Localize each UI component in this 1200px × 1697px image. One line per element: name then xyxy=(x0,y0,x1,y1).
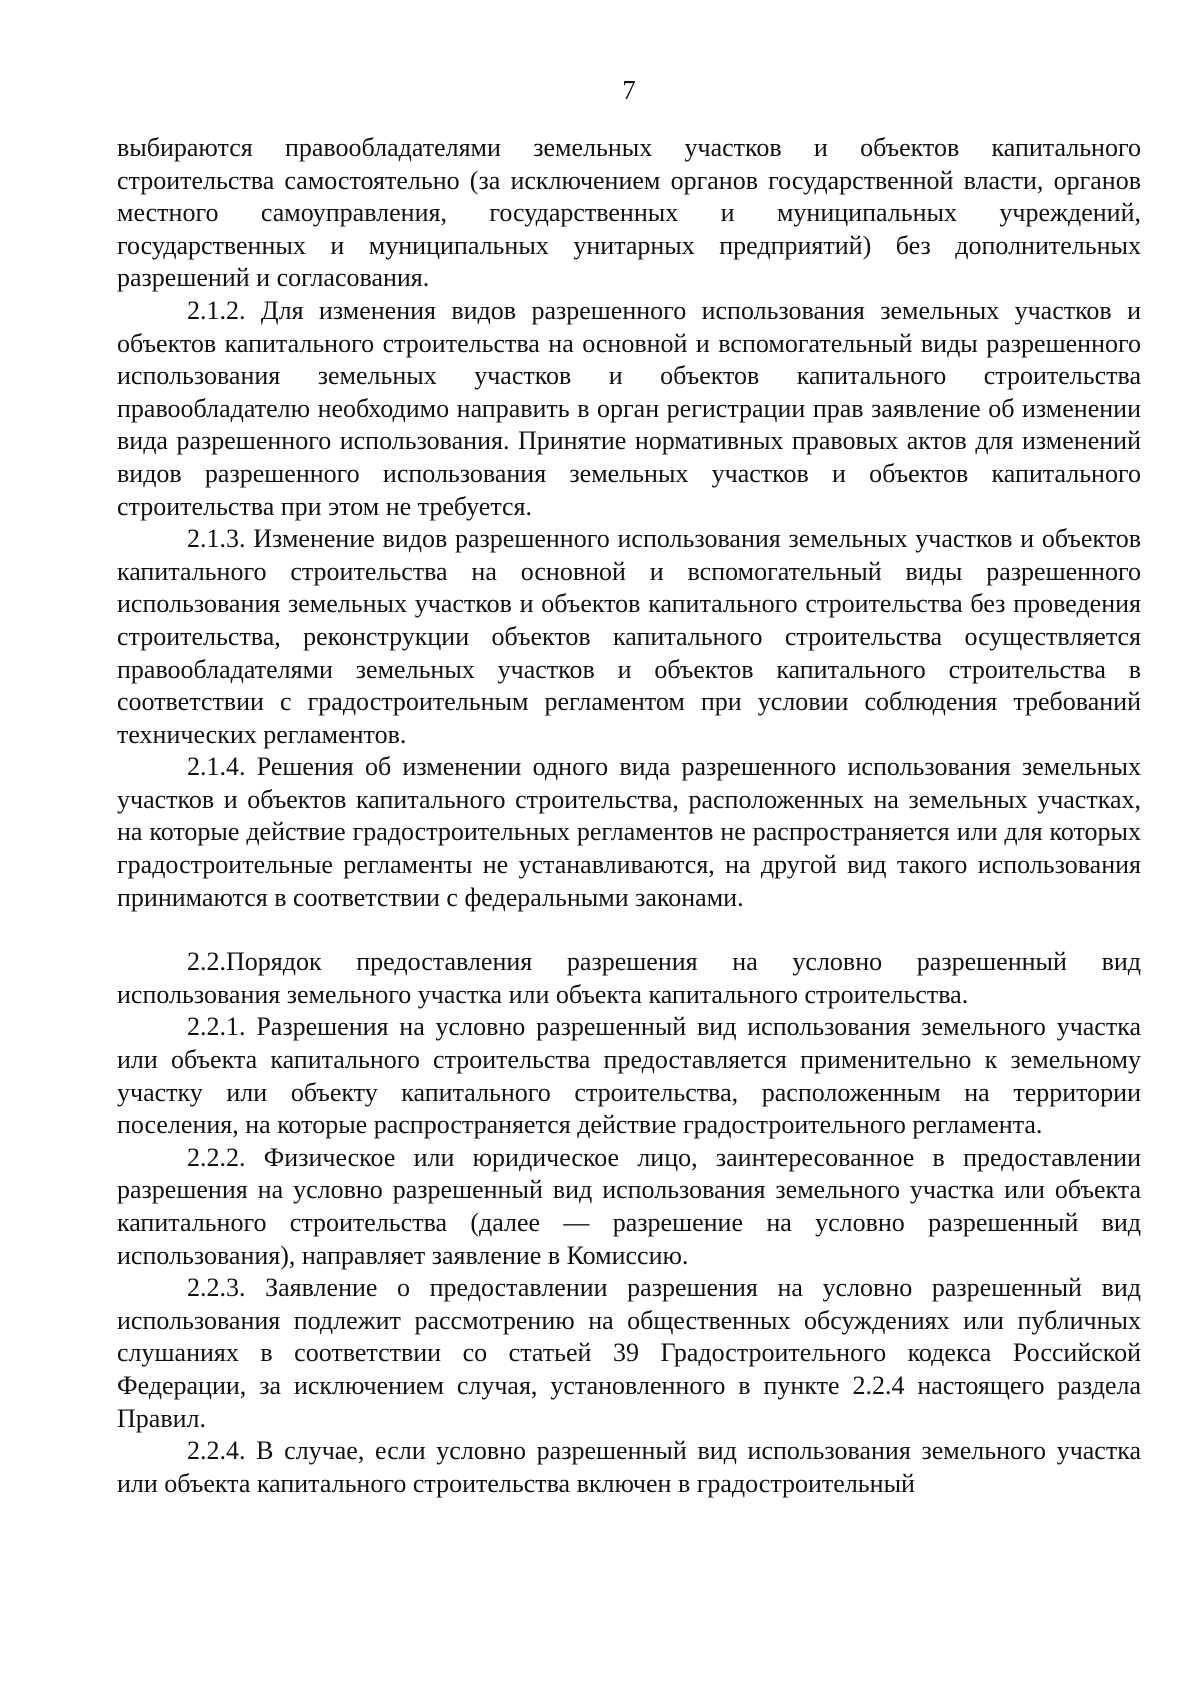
paragraph-2-1-3: 2.1.3. Изменение видов разрешенного использования земельных участков и объектов капитального строительства на основной и вспомогательный виды разрешенного использования земельных участков и объектов капитального строительства без проведения строительства, реконструкции объектов капитального строительства осуществляется правообладателями земельных участков и объектов капитального строительства в соответствии с градостроительным регламентом при условии соблюдения требований технических регламентов. xyxy=(117,524,1141,749)
paragraph-2-2-4: 2.2.4. В случае, если условно разрешенный вид использования земельного участка или объекта капитального строительства включен в градостроительный xyxy=(117,1436,1141,1498)
page-number: 7 xyxy=(622,75,636,105)
paragraph-2-2-1: 2.2.1. Разрешения на условно разрешенный вид использования земельного участка или объекта капитального строительства предоставляется применительно к земельному участку или объекту капитального строительства, расположенным на территории поселения, на которые распространяется действие градостроительного регламента. xyxy=(117,1012,1141,1140)
paragraph-2-2-3: 2.2.3. Заявление о предоставлении разрешения на условно разрешенный вид использования подлежит рассмотрению на общественных обсуждениях или публичных слушаниях в соответствии со статьей 39 Градостроительного кодекса Российской Федерации, за исключением случая, установленного в пункте 2.2.4 настоящего раздела Правил. xyxy=(117,1273,1141,1433)
section-heading-2-2: 2.2.Порядок предоставления разрешения на условно разрешенный вид использования земельного участка или объекта капитального строительства. xyxy=(117,947,1141,1009)
paragraph-2-1-2: 2.1.2. Для изменения видов разрешенного использования земельных участков и объектов капитального строительства на основной и вспомогательный виды разрешенного использования земельных участков и объектов капитального строительства правообладателю необходимо направить в орган регистрации прав заявление об изменении вида разрешенного использования. Принятие нормативных правовых актов для изменений видов разрешенного использования земельных участков и объектов капитального строительства при этом не требуется. xyxy=(117,295,1141,521)
paragraph-2-1-4: 2.1.4. Решения об изменении одного вида разрешенного использования земельных участков и объектов капитального строительства, расположенных на земельных участках, на которые действие градостроительных регламентов не распространяется или для которых градостроительные регламенты не устанавливаются, на другой вид такого использования принимаются в соответствии с федеральными законами. xyxy=(117,752,1141,912)
paragraph-2-2-2: 2.2.2. Физическое или юридическое лицо, заинтересованное в предоставлении разрешения на условно разрешенный вид использования земельного участка или объекта капитального строительства (далее — разрешение на условно разрешенный вид использования), направляет заявление в Комиссию. xyxy=(117,1142,1141,1270)
page-body xyxy=(117,132,1141,1500)
paragraph-continuation: выбираются правообладателями земельных участков и объектов капитального строительства самостоятельно (за исключением органов государственной власти, органов местного самоуправления, государственных и муниципальных учреждений, государственных и муниципальных унитарных предприятий) без дополнительных разрешений и согласования. xyxy=(117,133,1141,293)
